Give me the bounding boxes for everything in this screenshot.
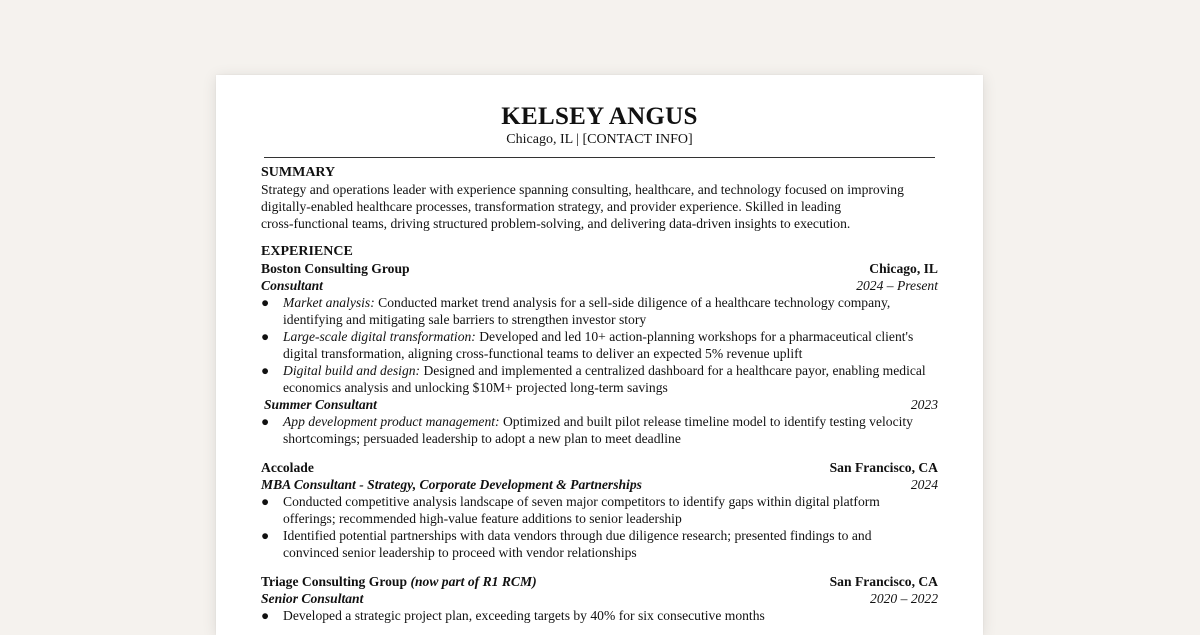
summary-line: Strategy and operations leader with experience spanning consulting, healthcare, and technology focused on improving bbox=[261, 182, 904, 197]
summary-line: cross-functional teams, driving structured problem-solving, and delivering data-driven insights to execution. bbox=[261, 216, 851, 231]
experience-heading: EXPERIENCE bbox=[261, 244, 353, 259]
role-title: MBA Consultant - Strategy, Corporate Development & Partnerships bbox=[261, 477, 642, 492]
bullet-icon: ● bbox=[261, 329, 270, 344]
bullet-text: Designed and implemented a centralized dashboard for a healthcare payor, enabling medical bbox=[423, 363, 926, 378]
summary-text bbox=[261, 181, 938, 232]
job-header bbox=[261, 573, 938, 590]
bullet-text: Optimized and built pilot release timeline model to identify testing velocity bbox=[502, 414, 913, 429]
role-header bbox=[261, 396, 938, 413]
job-location: Chicago, IL bbox=[869, 261, 938, 276]
role-title: Senior Consultant bbox=[261, 591, 364, 606]
role-header bbox=[261, 277, 938, 294]
bullet-icon: ● bbox=[261, 295, 270, 310]
header-divider bbox=[264, 157, 935, 158]
bullet-icon: ● bbox=[261, 528, 270, 543]
job-entry bbox=[261, 459, 938, 561]
summary-line: digitally-enabled healthcare processes, transformation strategy, and provider experience. Skilled in leading bbox=[261, 199, 842, 214]
bullet-list bbox=[261, 413, 938, 447]
bullet-text: convinced senior leadership to proceed with vendor relationships bbox=[283, 545, 637, 560]
bullet-icon: ● bbox=[261, 363, 270, 378]
job-entry bbox=[261, 573, 938, 624]
company-note: (now part of R1 RCM) bbox=[410, 574, 537, 589]
job-location: San Francisco, CA bbox=[829, 574, 938, 589]
role-header bbox=[261, 476, 938, 493]
list-item bbox=[261, 294, 938, 328]
list-item bbox=[261, 607, 938, 624]
bullet-lead: App development product management: bbox=[283, 414, 500, 429]
experience-section bbox=[261, 243, 938, 624]
bullet-list bbox=[261, 493, 938, 561]
resume-content bbox=[261, 102, 938, 624]
bullet-lead: Digital build and design: bbox=[283, 363, 421, 378]
contact-line: Chicago, IL | [CONTACT INFO] bbox=[506, 132, 693, 147]
bullet-icon: ● bbox=[261, 608, 270, 623]
company-name: Triage Consulting Group bbox=[261, 574, 408, 589]
candidate-name: KELSEY ANGUS bbox=[501, 103, 698, 130]
bullet-list bbox=[261, 607, 938, 624]
bullet-text: Identified potential partnerships with data vendors through due diligence research; presented findings to and bbox=[283, 528, 872, 543]
company-heading bbox=[261, 573, 537, 590]
role-dates: 2024 bbox=[910, 477, 938, 492]
bullet-text: Developed and led 10+ action-planning workshops for a pharmaceutical client's bbox=[479, 329, 914, 344]
role-dates: 2023 bbox=[910, 397, 938, 412]
bullet-icon: ● bbox=[261, 414, 270, 429]
bullet-text: Developed a strategic project plan, exceeding targets by 40% for six consecutive months bbox=[283, 608, 765, 623]
job-location: San Francisco, CA bbox=[829, 460, 938, 475]
bullet-lead: Large-scale digital transformation: bbox=[283, 329, 476, 344]
bullet-text: offerings; recommended high-value feature additions to senior leadership bbox=[283, 511, 682, 526]
role-dates: 2020 – 2022 bbox=[870, 591, 938, 606]
bullet-text: Conducted competitive analysis landscape of seven major competitors to identify gaps within digital platform bbox=[283, 494, 880, 509]
bullet-text: Conducted market trend analysis for a sell-side diligence of a healthcare technology company, bbox=[378, 295, 891, 310]
bullet-lead: Market analysis: bbox=[283, 295, 375, 310]
role-title: Consultant bbox=[261, 278, 323, 293]
bullet-text: identifying and mitigating sale barriers to strengthen investor story bbox=[283, 312, 647, 327]
list-item bbox=[261, 493, 938, 527]
list-item bbox=[261, 413, 938, 447]
bullet-icon: ● bbox=[261, 494, 270, 509]
resume-page bbox=[216, 75, 983, 635]
bullet-text: digital transformation, aligning cross-functional teams to deliver an expected 5% revenue uplift bbox=[283, 346, 803, 361]
role-title: Summer Consultant bbox=[264, 397, 377, 412]
role-dates: 2024 – Present bbox=[856, 278, 938, 293]
bullet-text: shortcomings; persuaded leadership to adopt a new plan to meet deadline bbox=[283, 431, 681, 446]
bullet-text: economics analysis and unlocking $10M+ projected long-term savings bbox=[283, 380, 668, 395]
summary-section bbox=[261, 164, 938, 232]
job-entry bbox=[261, 260, 938, 447]
list-item bbox=[261, 362, 938, 396]
bullet-list bbox=[261, 294, 938, 396]
job-header bbox=[261, 459, 938, 476]
company-name: Accolade bbox=[261, 460, 314, 475]
role-header bbox=[261, 590, 938, 607]
company-name: Boston Consulting Group bbox=[261, 261, 410, 276]
job-header bbox=[261, 260, 938, 277]
list-item bbox=[261, 527, 938, 561]
summary-heading: SUMMARY bbox=[261, 165, 336, 180]
list-item bbox=[261, 328, 938, 362]
